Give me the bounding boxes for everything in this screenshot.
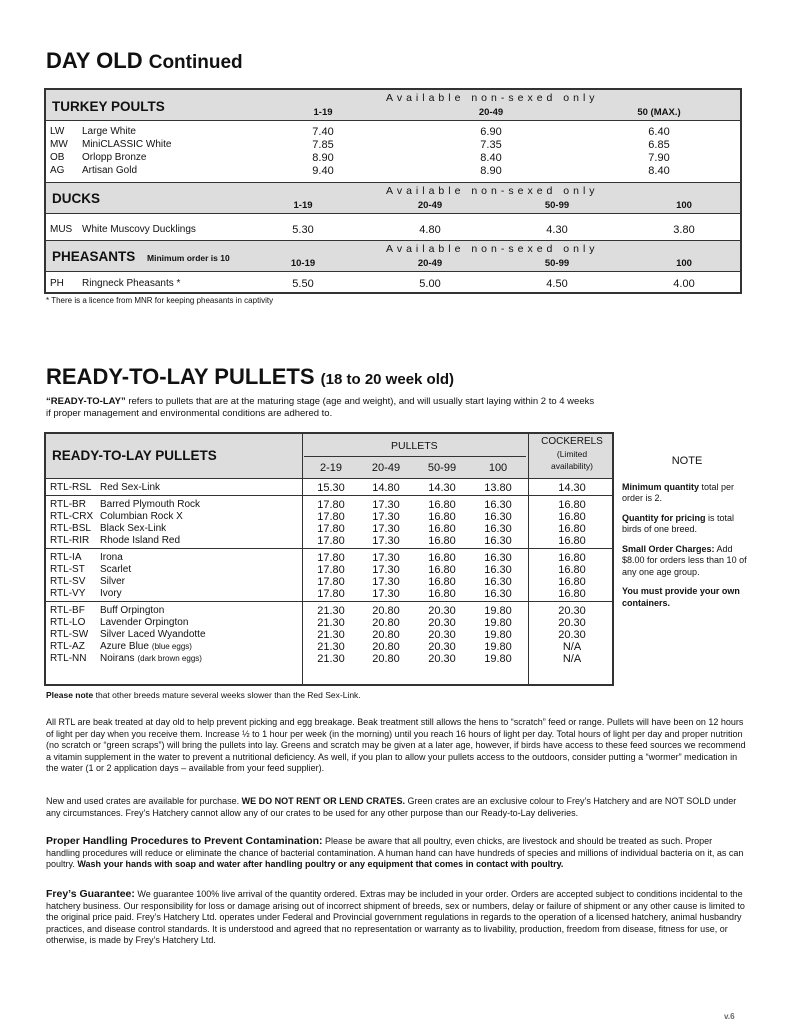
- group-separator: [46, 548, 612, 549]
- crates-paragraph: [46, 796, 746, 819]
- price: 20.30: [428, 641, 456, 653]
- price: 16.30: [484, 511, 512, 523]
- group-separator: [46, 601, 612, 602]
- breed-name: Columbian Rock X: [100, 511, 183, 522]
- guarantee-paragraph: [46, 889, 746, 947]
- note-small-order: [622, 544, 752, 579]
- turkey-col-3: 50 (MAX.): [637, 107, 681, 118]
- ducks-available: Available non-sexed only: [386, 185, 599, 197]
- pheasant-footnote: * There is a licence from MNR for keeping pheasants in captivity: [46, 296, 274, 305]
- version-label: v.6: [724, 1012, 735, 1021]
- breed-name: Silver Laced Wyandotte: [100, 629, 206, 640]
- price: 15.30: [317, 482, 345, 494]
- row-code: RTL-ST: [50, 564, 85, 575]
- breed-note: (dark brown eggs): [137, 654, 202, 663]
- price: 16.80: [428, 588, 456, 600]
- note-qty-pricing: [622, 513, 752, 536]
- row-code: LW: [50, 126, 65, 137]
- note-qty-pricing-text: is total birds of one breed.: [622, 512, 735, 534]
- row-name: [100, 653, 202, 664]
- group-separator: [46, 495, 612, 496]
- price: 17.80: [317, 499, 345, 511]
- price: 21.30: [317, 653, 345, 665]
- turkey-row: [46, 126, 740, 138]
- day-old-table: [44, 88, 742, 294]
- note-title: NOTE: [671, 455, 703, 467]
- price: 6.90: [480, 126, 502, 138]
- price: 4.50: [546, 278, 568, 290]
- price: 17.80: [317, 588, 345, 600]
- price: 17.80: [317, 511, 345, 523]
- turkey-col-2: 20-49: [478, 107, 504, 118]
- price: 9.40: [312, 165, 334, 177]
- please-note-text: that other breeds mature several weeks slower than the Red Sex-Link.: [93, 690, 361, 700]
- cockerel-price: N/A: [562, 653, 582, 665]
- ducks-title: DUCKS: [52, 191, 101, 206]
- breed-name: Red Sex-Link: [100, 482, 161, 493]
- breed-name: Rhode Island Red: [100, 535, 181, 546]
- page-title-main: DAY OLD: [46, 48, 143, 73]
- cockerel-price: 16.80: [558, 511, 586, 523]
- row-name: [100, 523, 166, 534]
- turkey-available: Available non-sexed only: [386, 92, 599, 104]
- cockerel-price: 16.80: [558, 535, 586, 547]
- cockerel-price: 20.30: [558, 617, 586, 629]
- pheasants-row: [46, 278, 740, 290]
- price: 7.90: [648, 152, 670, 164]
- breed-name: Noirans: [100, 653, 135, 664]
- cockerel-price: 16.80: [558, 552, 586, 564]
- breed-name: Lavender Orpington: [100, 617, 189, 628]
- price: 19.80: [484, 617, 512, 629]
- turkey-row: [46, 152, 740, 164]
- price: 13.80: [484, 482, 512, 494]
- price: 7.40: [312, 126, 334, 138]
- rtl-row: [46, 552, 612, 564]
- rtl-intro-text1: refers to pullets that are at the maturing stage (age and weight), and will usually start laying within 2 to 4 weeks: [125, 396, 595, 407]
- row-code: PH: [50, 278, 64, 289]
- row-code: RTL-BF: [50, 605, 85, 616]
- cockerels-title: COCKERELS: [541, 436, 603, 447]
- row-name: [100, 499, 200, 510]
- handling-paragraph: [46, 836, 746, 871]
- price: 14.80: [372, 482, 400, 494]
- price: 17.30: [372, 523, 400, 535]
- price: 20.80: [372, 617, 400, 629]
- price: 20.80: [372, 653, 400, 665]
- rtl-row: [46, 576, 612, 588]
- price: 16.80: [428, 523, 456, 535]
- price: 7.85: [312, 139, 334, 151]
- rtl-intro-bold: “READY-TO-LAY”: [46, 396, 126, 407]
- price: 5.00: [419, 278, 441, 290]
- rtl-row: [46, 564, 612, 576]
- row-name: [100, 535, 180, 546]
- price: 5.50: [292, 278, 314, 290]
- breed-name: Buff Orpington: [100, 605, 165, 616]
- price: 17.30: [372, 499, 400, 511]
- crates-text2: Green crates are an exclusive colour to Frey’s Hatchery and are NOT SOLD under any circumstances. Frey’s Hatchery cannot allow any of our crates to be used for any other purpose than our Ready-to-Lay deliveries.: [46, 796, 737, 818]
- rtl-row: [46, 641, 612, 653]
- row-code: RTL-LO: [50, 617, 86, 628]
- price: 17.30: [372, 564, 400, 576]
- price: 17.30: [372, 588, 400, 600]
- note-min-qty: [622, 482, 752, 505]
- pheasants-title-text: PHEASANTS: [52, 249, 136, 264]
- price: 20.80: [372, 605, 400, 617]
- price: 16.80: [428, 552, 456, 564]
- row-name: MiniCLASSIC White: [82, 139, 172, 150]
- row-code: RTL-SW: [50, 629, 89, 640]
- price: 20.30: [428, 629, 456, 641]
- price: 19.80: [484, 605, 512, 617]
- row-name: [100, 552, 123, 563]
- crates-bold: WE DO NOT RENT OR LEND CRATES.: [241, 796, 405, 806]
- price: 4.80: [419, 224, 441, 236]
- price: 14.30: [428, 482, 456, 494]
- price: 17.30: [372, 535, 400, 547]
- row-code: MUS: [50, 224, 73, 235]
- price: 16.30: [484, 564, 512, 576]
- pheasants-col-2: 20-49: [417, 258, 443, 269]
- row-code: OB: [50, 152, 65, 163]
- turkey-col-1: 1-19: [313, 107, 333, 118]
- pheasants-min-order: Minimum order is 10: [147, 253, 230, 263]
- row-code: RTL-AZ: [50, 641, 85, 652]
- breed-name: Barred Plymouth Rock: [100, 499, 201, 510]
- row-code: RTL-NN: [50, 653, 87, 664]
- price: 6.85: [648, 139, 670, 151]
- note-containers: You must provide your own containers.: [622, 586, 740, 608]
- breed-name: Irona: [100, 552, 123, 563]
- price: 20.30: [428, 605, 456, 617]
- price: 21.30: [317, 641, 345, 653]
- row-name: Orlopp Bronze: [82, 152, 147, 163]
- cockerel-price: 16.80: [558, 499, 586, 511]
- rtl-intro: [46, 396, 746, 420]
- pullets-label: PULLETS: [391, 440, 438, 452]
- price: 8.40: [480, 152, 502, 164]
- row-name: [100, 605, 164, 616]
- turkey-row: [46, 139, 740, 151]
- cockerel-price: 14.30: [558, 482, 586, 494]
- rtl-heading-main: READY-TO-LAY PULLETS: [46, 364, 315, 389]
- price: 21.30: [317, 629, 345, 641]
- price: 16.30: [484, 499, 512, 511]
- row-name: [100, 641, 192, 652]
- pullets-col-1: 2-19: [319, 462, 343, 474]
- row-name: [100, 482, 160, 493]
- note-qty-pricing-bold: Quantity for pricing: [622, 512, 706, 523]
- breed-name: Scarlet: [100, 564, 132, 575]
- row-code: RTL-VY: [50, 588, 86, 599]
- price: 17.80: [317, 576, 345, 588]
- ducks-col-3: 50-99: [544, 200, 570, 211]
- breed-name: Black Sex-Link: [100, 523, 167, 534]
- cockerel-price: 16.80: [558, 564, 586, 576]
- price: 6.40: [648, 126, 670, 138]
- price: 7.35: [480, 139, 502, 151]
- cockerels-label: [530, 436, 614, 472]
- price: 17.80: [317, 523, 345, 535]
- price: 16.30: [484, 552, 512, 564]
- price: 3.80: [673, 224, 695, 236]
- price: 20.80: [372, 629, 400, 641]
- rtl-row: [46, 523, 612, 535]
- row-name: White Muscovy Ducklings: [82, 224, 196, 235]
- rtl-table: [44, 432, 614, 686]
- pullets-col-4: 100: [488, 462, 508, 474]
- price: 19.80: [484, 629, 512, 641]
- pheasants-header: [46, 240, 740, 272]
- price: 16.80: [428, 576, 456, 588]
- price: 17.80: [317, 564, 345, 576]
- price: 19.80: [484, 653, 512, 665]
- price: 21.30: [317, 605, 345, 617]
- cockerel-price: 16.80: [558, 523, 586, 535]
- pheasants-available: Available non-sexed only: [386, 243, 599, 255]
- rtl-heading-sub: (18 to 20 week old): [320, 371, 455, 388]
- price: 4.00: [673, 278, 695, 290]
- row-code: RTL-RIR: [50, 535, 90, 546]
- price: 16.80: [428, 499, 456, 511]
- row-name: [100, 588, 122, 599]
- row-code: RTL-RSL: [50, 482, 92, 493]
- pullets-divider: [304, 456, 526, 457]
- handling-text: Please be aware that all poultry, even chicks, are livestock and should be treated as such. Proper handling procedures will reduce or eliminate the chance of bacterial contamination. A human hand can have hundreds of species and millions of individual bacteria on it, as can poultry.: [46, 836, 744, 870]
- pheasants-title: [52, 249, 230, 264]
- price: 16.30: [484, 588, 512, 600]
- row-code: MW: [50, 139, 68, 150]
- row-code: RTL-IA: [50, 552, 82, 563]
- price: 16.80: [428, 564, 456, 576]
- turkey-header: [46, 90, 740, 121]
- row-name: Artisan Gold: [82, 165, 138, 176]
- page-title-sub: Continued: [148, 52, 243, 73]
- rtl-row: [46, 499, 612, 511]
- price: 8.90: [480, 165, 502, 177]
- breed-name: Silver: [100, 576, 126, 587]
- note-box: [622, 456, 752, 617]
- crates-text1: New and used crates are available for purchase.: [46, 796, 242, 806]
- row-name: [100, 629, 206, 640]
- cockerel-price: 16.80: [558, 576, 586, 588]
- row-code: RTL-BSL: [50, 523, 91, 534]
- please-note: [46, 690, 361, 700]
- pullets-col-2: 20-49: [371, 462, 401, 474]
- row-name: [100, 511, 183, 522]
- row-name: Ringneck Pheasants *: [82, 278, 181, 289]
- cockerels-sub2: availability): [550, 461, 594, 471]
- guarantee-title: Frey’s Guarantee:: [46, 888, 135, 900]
- note-small-order-bold: Small Order Charges:: [622, 543, 715, 554]
- price: 8.90: [312, 152, 334, 164]
- handling-title: Proper Handling Procedures to Prevent Contamination:: [46, 835, 323, 847]
- breed-name: Ivory: [100, 588, 122, 599]
- turkey-row: [46, 165, 740, 177]
- price: 16.30: [484, 523, 512, 535]
- price: 4.30: [546, 224, 568, 236]
- row-code: RTL-SV: [50, 576, 86, 587]
- price: 19.80: [484, 641, 512, 653]
- price: 17.80: [317, 552, 345, 564]
- cockerel-price: 16.80: [558, 588, 586, 600]
- ducks-col-2: 20-49: [417, 200, 443, 211]
- row-name: [100, 576, 125, 587]
- price: 17.30: [372, 552, 400, 564]
- turkey-title: TURKEY POULTS: [52, 99, 165, 114]
- price: 5.30: [292, 224, 314, 236]
- rtl-intro-text2: if proper management and environmental conditions are adhered to.: [46, 408, 333, 419]
- rtl-row: [46, 629, 612, 641]
- row-code: RTL-CRX: [50, 511, 94, 522]
- ducks-col-1: 1-19: [293, 200, 313, 211]
- price: 16.80: [428, 535, 456, 547]
- breed-note: (blue eggs): [151, 642, 192, 651]
- cockerel-price: 20.30: [558, 605, 586, 617]
- row-code: RTL-BR: [50, 499, 86, 510]
- price: 21.30: [317, 617, 345, 629]
- price: 16.30: [484, 576, 512, 588]
- please-note-bold: Please note: [46, 690, 94, 700]
- rtl-row: [46, 617, 612, 629]
- note-min-qty-bold: Minimum quantity: [622, 481, 699, 492]
- row-name: [100, 617, 188, 628]
- beak-paragraph: All RTL are beak treated at day old to help prevent picking and egg breakage. Beak treatment still allows the hens to “scratch” feed or range. Pullets will have been on 12 hours of light per day when you receive them. Increase ½ to 1 hour per week (in the morning) until you reach 16 hours of light per day. Total hours of light per day and proper nutrition (no scratch or “green scraps”) will bring the pullets into lay. Greens and scratch may be given at a later age, however, if birds have access to these feed sources we recommend a vitamin supplement in the water to prevent a nutritional deficiency. As well, if you plan to allow your pullets access to the outdoors, consider putting a “wormer” medication in the water (1 or 2 application days – available from your feed supplier).: [46, 717, 746, 774]
- page-title: [46, 48, 243, 74]
- rtl-row: [46, 511, 612, 523]
- pheasants-col-1: 10-19: [290, 258, 316, 269]
- ducks-row: [46, 224, 740, 236]
- row-name: Large White: [82, 126, 136, 137]
- note-small-order-text: Add $8.00 for orders less than 10 of any one age group.: [622, 543, 747, 577]
- rtl-heading: [46, 364, 454, 390]
- rtl-row: [46, 605, 612, 617]
- price: 8.40: [648, 165, 670, 177]
- rtl-row: [46, 535, 612, 547]
- price: 17.30: [372, 576, 400, 588]
- pheasants-col-3: 50-99: [544, 258, 570, 269]
- breed-name: Azure Blue: [100, 641, 149, 652]
- guarantee-text: We guarantee 100% live arrival of the quantity ordered. Extras may be included in your order. Orders are accepted subject to conditions incidental to the hatchery business. Our responsibility for loss or damage arising out of incorrect shipment of breeds, sex or numbers, delay or failure of shipment or any other cause is limited to the original price paid. Frey’s Hatchery Ltd. operates under Federal and Provincial government regulations in regards to the operation of a licensed hatchery, animal husbandry practices, and disease control standards. It is understood and agreed that no representation or warranty as to livability, production, freedom from disease, fitness for use, or otherwise, is made by Frey’s Hatchery Ltd.: [46, 889, 745, 946]
- price: 16.30: [484, 535, 512, 547]
- ducks-col-4: 100: [676, 200, 692, 211]
- cockerel-price: N/A: [562, 641, 582, 653]
- rtl-row: [46, 588, 612, 600]
- rtl-row: [46, 482, 612, 494]
- price: 20.30: [428, 653, 456, 665]
- rtl-table-title: READY-TO-LAY PULLETS: [52, 448, 217, 463]
- pullets-col-3: 50-99: [427, 462, 457, 474]
- handling-bold: Wash your hands with soap and water after handling poultry or any equipment that comes in contact with poultry.: [77, 859, 564, 870]
- cockerel-price: 20.30: [558, 629, 586, 641]
- price: 16.80: [428, 511, 456, 523]
- price: 17.30: [372, 511, 400, 523]
- price: 17.80: [317, 535, 345, 547]
- row-code: AG: [50, 165, 65, 176]
- pheasants-col-4: 100: [676, 258, 692, 269]
- price: 20.80: [372, 641, 400, 653]
- row-name: [100, 564, 131, 575]
- rtl-row: [46, 653, 612, 665]
- ducks-header: [46, 182, 740, 214]
- note-min-qty-text: total per order is 2.: [622, 481, 735, 503]
- price: 20.30: [428, 617, 456, 629]
- cockerels-sub1: (Limited: [556, 449, 588, 459]
